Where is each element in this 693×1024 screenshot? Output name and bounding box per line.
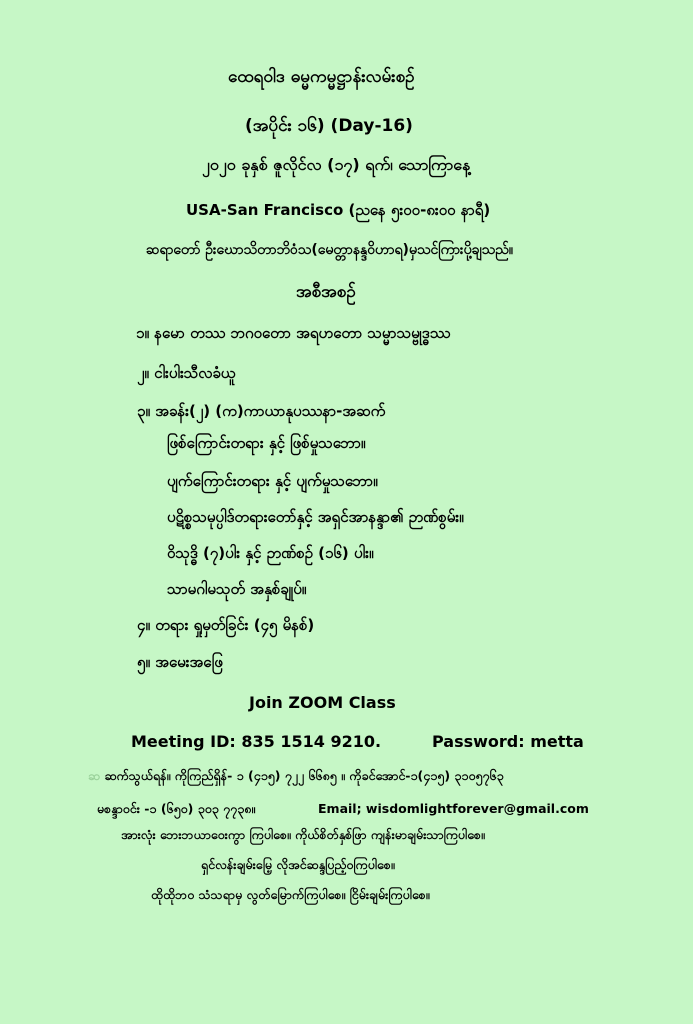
contact-line-2: မစန္ဒာဝင်း -၁ (၆၅၀) ၃၀၃ ၇၇၃၈။ (97, 801, 256, 816)
teacher-line: ဆရာတော် ဦးဃောသိတာဘိဝံသ(မေတ္တာနန္ဒဝိဟာရ)မှသင်ကြားပို့ချသည်။ (146, 242, 513, 258)
blessing-line-1: အားလုံး ဘေးဘယာဝေးကွာ ကြပါစေ။ ကိုယ်စိတ်နှစ်ဖြာ ကျန်းမာချမ်းသာကြပါစေ။ (121, 827, 485, 842)
program-subitem-5: သာမဂါမသုတ် အနှစ်ချုပ်။ (167, 580, 307, 598)
blessing-line-2: ရှင်လန်းချမ်းမြေ့ လိုအင်ဆန္ဒပြည့်ဝကြပါစေ။ (201, 857, 395, 872)
contact-phones: ဆက်သွယ်ရန်။ ကိုကြည်ရှိန်- ၁ (၄၁၅) ၇၂၂ ၆၆၈၅ ။ ကိုခင်အောင်-၁(၄၁၅) ၃၁၀၅၇၆၃ (104, 768, 504, 783)
program-subitem-1: ဖြစ်ကြောင်းတရား နှင့် ဖြစ်မှုသဘော။ (167, 434, 366, 452)
meeting-password: Password: metta (432, 732, 584, 751)
meeting-id: Meeting ID: 835 1514 9210. (131, 732, 382, 751)
program-item-4: ၄။ တရား ရှုမှတ်ခြင်း (၄၅ မိနစ်) (137, 616, 315, 634)
contact-email: Email; wisdomlightforever@gmail.com (318, 801, 589, 816)
program-subitem-2: ပျက်ကြောင်းတရား နှင့် ပျက်မှုသဘော။ (167, 472, 378, 490)
program-subitem-4: ဝိသုဒ္ဓိ (၇)ပါး နှင့် ဉာဏ်စဥ် (၁၆) ပါး။ (167, 544, 374, 562)
program-item-2: ၂။ ငါးပါးသီလခံယူ (137, 364, 236, 382)
zoom-join-label: Join ZOOM Class (249, 693, 396, 712)
program-subitem-3: ပဋိစ္စသမုပ္ပါဒ်တရားတော်နှင့် အရှင်အာနန္ဒာ၏ ဉာဏ်စွမ်း။ (167, 508, 464, 526)
program-heading: အစီအစဥ် (296, 282, 356, 302)
blessing-line-3: ထိုထိုဘဝ သံသရာမှ လွတ်မြောက်ကြပါစေ။ ငြိမ်းချမ်းကြပါစေ။ (151, 887, 430, 902)
program-item-5: ၅။ အမေးအဖြေ (137, 653, 223, 671)
part-label: (အပိုင်း ၁၆) (Day-16) (245, 116, 413, 136)
location-line: USA-San Francisco (ညနေ ၅း၀၀-၈း၀၀ နာရီ) (186, 201, 491, 219)
contact-line-1 (88, 770, 504, 783)
program-item-3: ၃။ အခန်း(၂) (က)ကာယာနုပဿနာ-အဆက် (137, 402, 386, 420)
document-title: ထေရဝါဒ ဓမ္မကမ္မဋ္ဌာန်းလမ်းစဥ် (228, 67, 415, 87)
program-item-1: ၁။ နမော တဿ ဘဂဝတော အရဟတော သမ္မာသမ္ဗုဒ္ဓဿ (136, 324, 451, 342)
date-line: ၂၀၂၀ ခုနှစ် ဇူလိုင်လ (၁၇) ရက်၊ သောကြာနေ့ (202, 155, 471, 174)
contact-prefix: ဆ (88, 768, 101, 783)
